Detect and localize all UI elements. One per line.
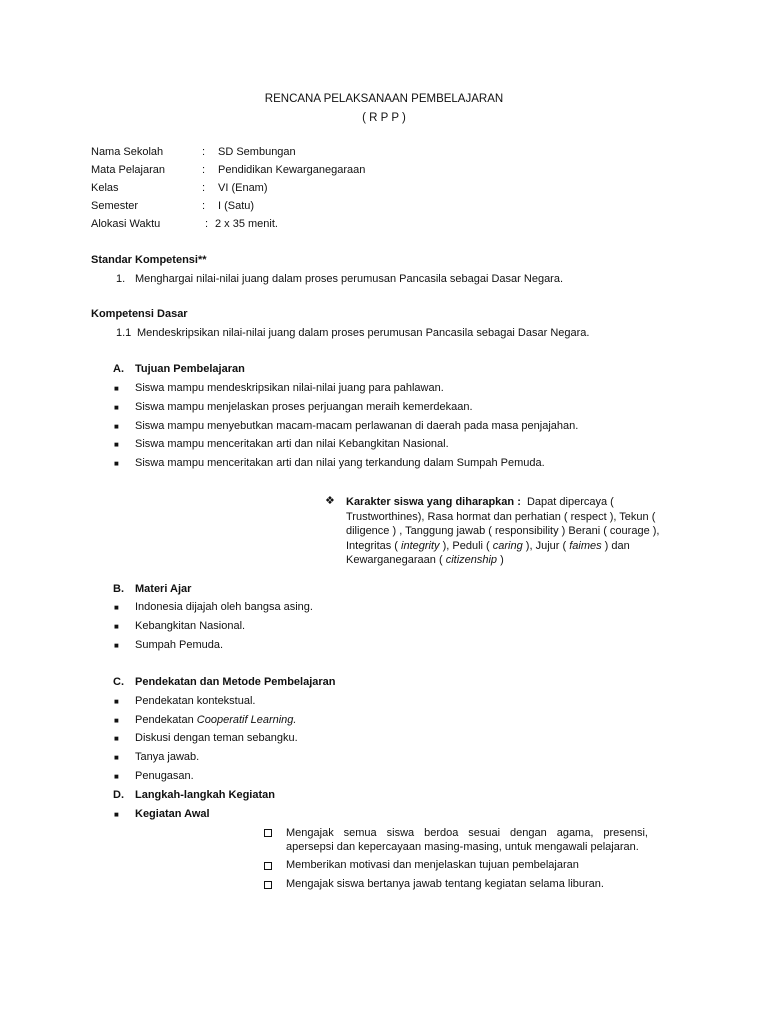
- list-item: Tanya jawab.: [135, 751, 200, 763]
- karakter-text: ), Peduli (: [442, 539, 490, 552]
- pendekatan-heading: Pendekatan dan Metode Pembelajaran: [135, 676, 336, 688]
- identity-value: SD Sembungan: [218, 146, 296, 158]
- identity-value: 2 x 35 menit.: [215, 218, 278, 230]
- section-letter: D.: [113, 789, 124, 801]
- karakter-keyword: citizenship: [445, 554, 498, 566]
- bullet-icon: ■: [114, 403, 119, 412]
- document-subtitle: ( R P P ): [362, 112, 406, 124]
- bullet-icon: ■: [114, 753, 119, 762]
- checkbox-icon: [264, 881, 272, 889]
- list-item: Penugasan.: [135, 770, 194, 782]
- dasar-text: Mendeskripsikan nilai-nilai juang dalam proses perumusan Pancasila sebagai Dasar Negara.: [137, 327, 590, 339]
- materi-heading: Materi Ajar: [135, 583, 192, 595]
- karakter-text: Dapat dipercaya ( Trustworthines), Rasa hormat dan perhatian ( respect ), Tekun ( diligence ) , Tanggung jawab ( responsibility ) Berani ( courage ), Integritas (: [346, 496, 660, 552]
- karakter-keyword: caring: [492, 539, 523, 552]
- langkah-heading: Langkah-langkah Kegiatan: [135, 789, 275, 801]
- section-letter: A.: [113, 363, 124, 375]
- bullet-icon: ■: [114, 603, 119, 612]
- list-item-text: Pendekatan: [135, 714, 194, 726]
- identity-sep: :: [202, 200, 206, 212]
- list-item: Siswa mampu menjelaskan proses perjuangan meraih kemerdekaan.: [135, 401, 473, 413]
- karakter-keyword: integrity: [401, 539, 440, 552]
- checkbox-icon: [264, 829, 272, 837]
- bullet-icon: ■: [114, 716, 119, 725]
- bullet-icon: ■: [114, 422, 119, 431]
- standar-text: Menghargai nilai-nilai juang dalam proses perumusan Pancasila sebagai Dasar Negara.: [135, 273, 564, 285]
- karakter-text: ), Jujur (: [525, 539, 567, 552]
- dasar-number: 1.1: [116, 327, 132, 339]
- identity-label: Kelas: [91, 182, 119, 194]
- bullet-icon: ■: [114, 697, 119, 706]
- bullet-icon: ■: [114, 810, 119, 819]
- bullet-icon: ■: [114, 772, 119, 781]
- document-title: RENCANA PELAKSANAAN PEMBELAJARAN: [264, 93, 504, 105]
- list-item: Sumpah Pemuda.: [135, 639, 224, 651]
- karakter-heading: Karakter siswa yang diharapkan :: [346, 496, 521, 508]
- list-item: Indonesia dijajah oleh bangsa asing.: [135, 601, 313, 613]
- diamond-bullet-icon: ❖: [325, 495, 335, 507]
- list-item: Siswa mampu mendeskripsikan nilai-nilai juang para pahlawan.: [135, 382, 444, 394]
- activity-item: Mengajak siswa bertanya jawab tentang kegiatan selama liburan.: [286, 878, 604, 890]
- list-item: Siswa mampu menceritakan arti dan nilai yang terkandung dalam Sumpah Pemuda.: [135, 457, 545, 469]
- identity-sep: :: [202, 146, 206, 158]
- kegiatan-awal-heading: Kegiatan Awal: [135, 808, 210, 820]
- identity-value: VI (Enam): [218, 182, 268, 194]
- checkbox-icon: [264, 862, 272, 870]
- activity-item: Mengajak semua siswa berdoa sesuai dengan agama, presensi, apersepsi dan kepercayaan masing-masing, untuk mengawali pelajaran.: [286, 827, 648, 853]
- identity-label: Mata Pelajaran: [91, 164, 165, 176]
- identity-label: Alokasi Waktu: [91, 218, 161, 230]
- list-item-italic: Cooperatif Learning.: [196, 714, 297, 726]
- karakter-text: ): [500, 554, 504, 566]
- bullet-icon: ■: [114, 440, 119, 449]
- karakter-text: ) dan Kewarganegaraan (: [346, 539, 630, 566]
- tujuan-heading: Tujuan Pembelajaran: [135, 363, 245, 375]
- list-item: Diskusi dengan teman sebangku.: [135, 732, 298, 744]
- identity-label: Semester: [91, 200, 139, 212]
- karakter-keyword: faimes: [569, 539, 602, 552]
- section-letter: C.: [113, 676, 124, 688]
- bullet-icon: ■: [114, 622, 119, 631]
- list-item: Kebangkitan Nasional.: [135, 620, 246, 632]
- dasar-heading: Kompetensi Dasar: [91, 308, 188, 320]
- identity-sep: :: [205, 218, 209, 230]
- list-item: Siswa mampu menyebutkan macam-macam perlawanan di daerah pada masa penjajahan.: [135, 420, 579, 432]
- bullet-icon: ■: [114, 734, 119, 743]
- list-item: Pendekatan kontekstual.: [135, 695, 256, 707]
- bullet-icon: ■: [114, 459, 119, 468]
- karakter-paragraph: [346, 495, 676, 568]
- list-item: Siswa mampu menceritakan arti dan nilai Kebangkitan Nasional.: [135, 438, 449, 450]
- section-letter: B.: [113, 583, 124, 595]
- standar-number: 1.: [116, 273, 126, 285]
- identity-value: Pendidikan Kewarganegaraan: [218, 164, 366, 176]
- identity-label: Nama Sekolah: [91, 146, 164, 158]
- bullet-icon: ■: [114, 384, 119, 393]
- list-item: [135, 714, 296, 726]
- standar-heading: Standar Kompetensi**: [91, 254, 207, 266]
- activity-item: Memberikan motivasi dan menjelaskan tujuan pembelajaran: [286, 859, 579, 871]
- identity-sep: :: [202, 164, 206, 176]
- identity-sep: :: [202, 182, 206, 194]
- bullet-icon: ■: [114, 641, 119, 650]
- identity-value: I (Satu): [218, 200, 255, 212]
